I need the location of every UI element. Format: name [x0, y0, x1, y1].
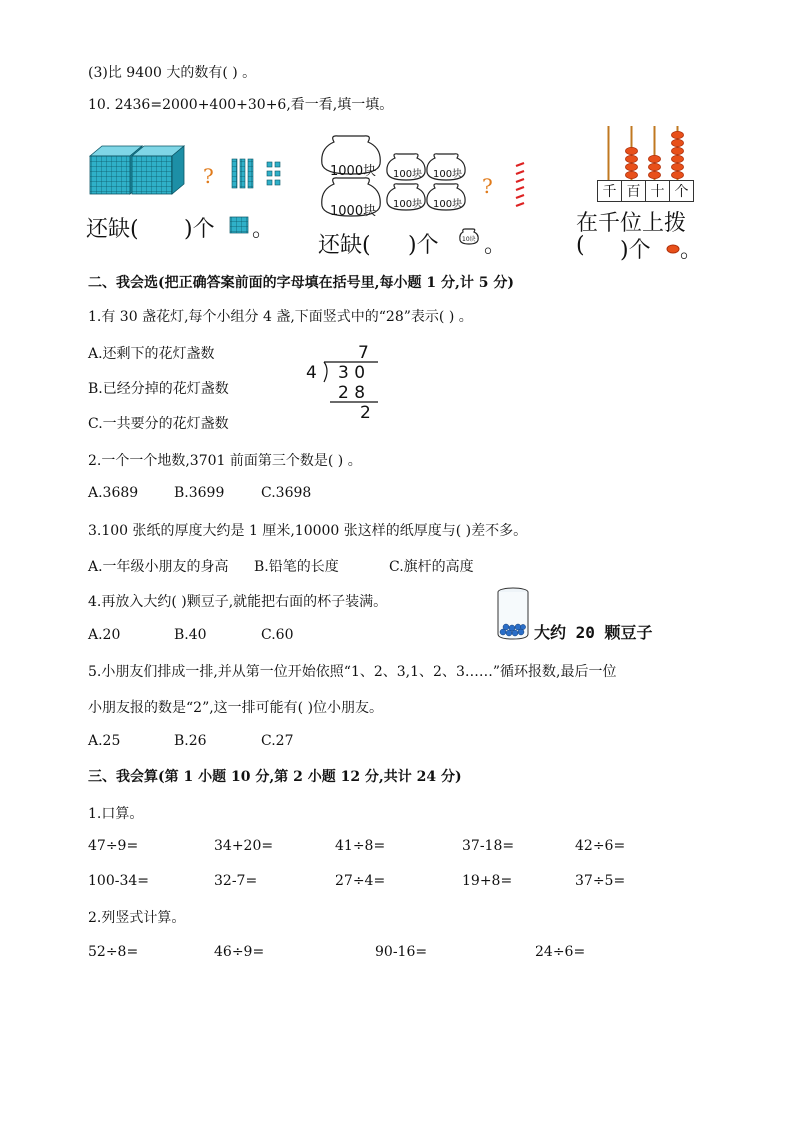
- long-division: [304, 340, 394, 426]
- tiny-bag-label: 10块: [462, 236, 476, 243]
- section-3-heading: 三、我会算(第 1 小题 10 分,第 2 小题 12 分,共计 24 分): [88, 769, 462, 785]
- caption-right: )个: [184, 217, 215, 242]
- small-bag-label: 100块: [393, 169, 423, 180]
- calc1-item: 19+8=: [462, 873, 513, 889]
- calc1-item: 37÷5=: [575, 873, 626, 889]
- abacus-bead: [626, 163, 638, 170]
- small-bag-label: 100块: [433, 169, 463, 180]
- place-ones: 个: [674, 184, 689, 200]
- calc1-item: 27÷4=: [335, 873, 386, 889]
- caption-end: 。: [484, 233, 507, 258]
- cup-figure: [494, 586, 674, 642]
- q4-option-a: A.20: [88, 627, 121, 643]
- division-divisor: 4: [306, 363, 317, 383]
- abacus-bead: [626, 155, 638, 162]
- place-thousands: 千: [598, 181, 622, 201]
- q2-stem: 2.一个一个地数,3701 前面第三个数是( ) 。: [88, 453, 362, 469]
- small-flat-icon: [230, 217, 248, 233]
- abacus-bead: [626, 147, 638, 154]
- big-bag-label: 1000块: [330, 164, 377, 179]
- calc1-item: 100-34=: [88, 873, 149, 889]
- q4-option-c: C.60: [261, 627, 294, 643]
- abacus-bead: [672, 155, 684, 162]
- q5-stem-line2: 小朋友报的数是“2”,这一排可能有( )位小朋友。: [88, 700, 384, 716]
- abacus-bead: [672, 171, 684, 178]
- small-bag-label: 100块: [433, 199, 463, 210]
- calc1-title: 1.口算。: [88, 806, 144, 822]
- small-bag-label: 100块: [393, 199, 423, 210]
- coin-bundle: [516, 163, 524, 206]
- q2-option-c: C.3698: [261, 485, 312, 501]
- calc1-item: 37-18=: [462, 838, 515, 854]
- cup-icon: [494, 586, 532, 642]
- q3-stem: 3.100 张纸的厚度大约是 1 厘米,10000 张这样的纸厚度与( )差不多。: [88, 523, 528, 539]
- calc1-item: 41÷8=: [335, 838, 386, 854]
- calc1-item: 47÷9=: [88, 838, 139, 854]
- q5-option-a: A.25: [88, 733, 121, 749]
- cup-caption: 大约 20 颗豆子: [534, 623, 653, 642]
- place-value-table: [597, 180, 694, 202]
- figure-money-bags: [316, 130, 536, 260]
- caption-left: 还缺(: [318, 233, 371, 258]
- q4-stem: 4.再放入大约( )颗豆子,就能把右面的杯子装满。: [88, 594, 388, 610]
- q5-stem-line1: 5.小朋友们排成一排,并从第一位开始依照“1、2、3,1、2、3……”循环报数,最后一位: [88, 664, 617, 680]
- abacus-bead: [649, 155, 661, 162]
- section-2-heading: 二、我会选(把正确答案前面的字母填在括号里,每小题 1 分,计 5 分): [88, 275, 514, 291]
- q3-option-a: A.一年级小朋友的身高: [88, 559, 229, 575]
- question-9-3: (3)比 9400 大的数有( ) 。: [88, 65, 257, 81]
- question-mark: ?: [482, 174, 493, 198]
- q5-option-c: C.27: [261, 733, 294, 749]
- big-bag-label: 1000块: [330, 204, 377, 219]
- figure-abacus: [574, 124, 704, 264]
- q3-option-c: C.旗杆的高度: [389, 559, 474, 575]
- q1-option-b: B.已经分掉的花灯盏数: [88, 381, 229, 397]
- abacus-bead: [649, 163, 661, 170]
- q3-option-b: B.铅笔的长度: [254, 559, 339, 575]
- calc1-item: 32-7=: [214, 873, 258, 889]
- calc2-item: 90-16=: [375, 944, 428, 960]
- q2-option-a: A.3689: [88, 485, 139, 501]
- abacus-caption-left: (: [576, 233, 585, 258]
- calc2-item: 24÷6=: [535, 944, 586, 960]
- division-dividend: 3 0: [338, 363, 366, 383]
- division-remainder: 2: [360, 403, 371, 423]
- q1-stem: 1.有 30 盏花灯,每个小组分 4 盏,下面竖式中的“28”表示( ) 。: [88, 309, 473, 325]
- abacus-bead: [672, 139, 684, 146]
- abacus-bead: [672, 163, 684, 170]
- q1-option-c: C.一共要分的花灯盏数: [88, 416, 229, 432]
- q5-option-b: B.26: [174, 733, 207, 749]
- q2-option-b: B.3699: [174, 485, 225, 501]
- calc2-item: 52÷8=: [88, 944, 139, 960]
- division-product: 2 8: [338, 383, 366, 403]
- abacus-caption-end: 。: [680, 238, 703, 263]
- one-cubes: [267, 162, 280, 185]
- place-hundreds: 百: [622, 181, 646, 201]
- abacus-caption-line1: 在千位上拨: [576, 211, 687, 236]
- q4-option-b: B.40: [174, 627, 207, 643]
- bead-icon: [666, 244, 680, 254]
- caption-end: 。: [252, 217, 275, 242]
- calc2-title: 2.列竖式计算。: [88, 910, 186, 926]
- figure-cubes: [86, 126, 291, 256]
- calc1-item: 42÷6=: [575, 838, 626, 854]
- caption-right: )个: [408, 233, 439, 258]
- ten-rods: [232, 159, 253, 188]
- division-quotient: 7: [358, 343, 369, 363]
- thousand-cube: [132, 146, 184, 194]
- abacus-bead: [626, 171, 638, 178]
- abacus-bead: [672, 131, 684, 138]
- calc1-item: 34+20=: [214, 838, 274, 854]
- caption-left: 还缺(: [86, 217, 139, 242]
- abacus-caption-right: )个: [620, 238, 651, 263]
- question-10: 10. 2436=2000+400+30+6,看一看,填一填。: [88, 97, 394, 113]
- question-mark: ?: [203, 164, 214, 188]
- calc2-item: 46÷9=: [214, 944, 265, 960]
- abacus-bead: [672, 147, 684, 154]
- q1-option-a: A.还剩下的花灯盏数: [88, 346, 215, 362]
- place-tens: 十: [646, 181, 670, 201]
- abacus-bead: [649, 171, 661, 178]
